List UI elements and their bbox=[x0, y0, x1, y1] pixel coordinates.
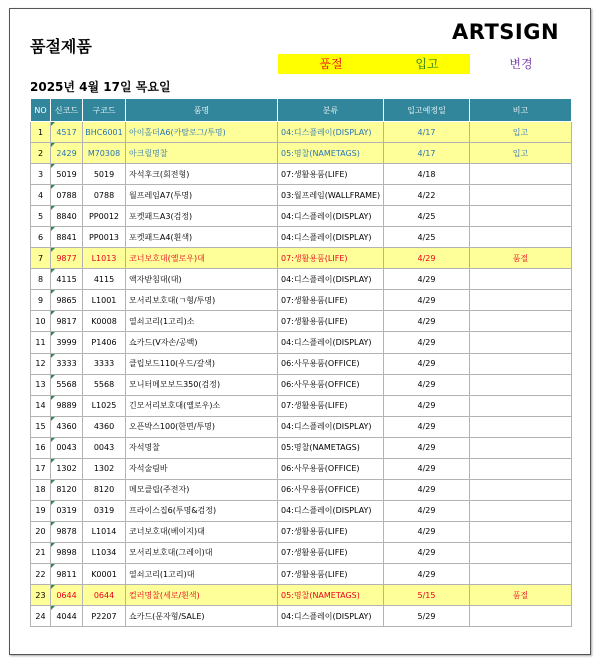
cell-new: 4115 bbox=[51, 269, 83, 290]
cell-new: 8841 bbox=[51, 227, 83, 248]
cell-old: 0043 bbox=[83, 437, 126, 458]
cell-date: 4/29 bbox=[384, 311, 470, 332]
table-row bbox=[31, 437, 572, 458]
cell-note bbox=[470, 311, 572, 332]
cell-old: L1014 bbox=[83, 521, 126, 542]
cell-old: P1406 bbox=[83, 332, 126, 353]
cell-note bbox=[470, 206, 572, 227]
cell-no: 1 bbox=[31, 122, 51, 143]
cell-note: 품절 bbox=[470, 585, 572, 606]
table-row bbox=[31, 185, 572, 206]
cell-no: 9 bbox=[31, 290, 51, 311]
cell-no: 19 bbox=[31, 500, 51, 521]
cell-old: M70308 bbox=[83, 143, 126, 164]
cell-name: 아크릴명찰 bbox=[126, 143, 278, 164]
cell-cat: 07:생활용품(LIFE) bbox=[278, 563, 384, 584]
page-title: 품절제품 bbox=[30, 37, 92, 56]
cell-name: 자석술림바 bbox=[126, 458, 278, 479]
cell-note bbox=[470, 185, 572, 206]
table-row bbox=[31, 164, 572, 185]
table-row bbox=[31, 248, 572, 269]
cell-note bbox=[470, 479, 572, 500]
cell-no: 15 bbox=[31, 416, 51, 437]
cell-old: PP0013 bbox=[83, 227, 126, 248]
cell-no: 16 bbox=[31, 437, 51, 458]
cell-old: L1013 bbox=[83, 248, 126, 269]
cell-date: 4/17 bbox=[384, 122, 470, 143]
table-row bbox=[31, 395, 572, 416]
cell-name: 모니터메모보드350(검정) bbox=[126, 374, 278, 395]
cell-cat: 04:디스플레이(DISPLAY) bbox=[278, 227, 384, 248]
cell-note: 입고 bbox=[470, 122, 572, 143]
cell-old: L1001 bbox=[83, 290, 126, 311]
cell-new: 1302 bbox=[51, 458, 83, 479]
cell-date: 4/29 bbox=[384, 521, 470, 542]
cell-new: 0043 bbox=[51, 437, 83, 458]
cell-old: 4115 bbox=[83, 269, 126, 290]
cell-old: BHC6001 bbox=[83, 122, 126, 143]
cell-no: 4 bbox=[31, 185, 51, 206]
cell-old: 5568 bbox=[83, 374, 126, 395]
cell-name: 프라이스집6(투명&검정) bbox=[126, 500, 278, 521]
cell-note bbox=[470, 437, 572, 458]
cell-no: 6 bbox=[31, 227, 51, 248]
cell-name: 모서리보호대(ㄱ형/투명) bbox=[126, 290, 278, 311]
cell-cat: 04:디스플레이(DISPLAY) bbox=[278, 606, 384, 627]
cell-old: 8120 bbox=[83, 479, 126, 500]
cell-new: 3333 bbox=[51, 353, 83, 374]
cell-new: 9811 bbox=[51, 563, 83, 584]
cell-no: 5 bbox=[31, 206, 51, 227]
cell-new: 0319 bbox=[51, 500, 83, 521]
cell-date: 4/29 bbox=[384, 458, 470, 479]
cell-cat: 07:생활용품(LIFE) bbox=[278, 248, 384, 269]
cell-date: 4/25 bbox=[384, 227, 470, 248]
cell-new: 9877 bbox=[51, 248, 83, 269]
table-row bbox=[31, 521, 572, 542]
table-row bbox=[31, 227, 572, 248]
cell-date: 4/25 bbox=[384, 206, 470, 227]
cell-date: 4/29 bbox=[384, 563, 470, 584]
table-header-row bbox=[31, 99, 572, 122]
cell-note bbox=[470, 353, 572, 374]
cell-name: 메모클립(주전자) bbox=[126, 479, 278, 500]
cell-date: 4/29 bbox=[384, 479, 470, 500]
cell-no: 13 bbox=[31, 374, 51, 395]
cell-cat: 06:사무용품(OFFICE) bbox=[278, 353, 384, 374]
cell-new: 5019 bbox=[51, 164, 83, 185]
cell-note bbox=[470, 500, 572, 521]
report-date: 2025년 4월 17일 목요일 bbox=[30, 80, 171, 94]
table-row bbox=[31, 500, 572, 521]
cell-cat: 06:사무용품(OFFICE) bbox=[278, 479, 384, 500]
cell-cat: 04:디스플레이(DISPLAY) bbox=[278, 122, 384, 143]
cell-name: 오픈박스100(한면/투명) bbox=[126, 416, 278, 437]
cell-name: 액자받침대(대) bbox=[126, 269, 278, 290]
column-header: 비고 bbox=[470, 99, 572, 122]
cell-note bbox=[470, 395, 572, 416]
cell-date: 4/17 bbox=[384, 143, 470, 164]
table-row bbox=[31, 479, 572, 500]
table-row bbox=[31, 206, 572, 227]
cell-name: 클립보드110(우드/갈색) bbox=[126, 353, 278, 374]
table-row bbox=[31, 416, 572, 437]
cell-new: 4360 bbox=[51, 416, 83, 437]
cell-name: 열쇠고리(1고리)대 bbox=[126, 563, 278, 584]
cell-old: P2207 bbox=[83, 606, 126, 627]
cell-new: 8120 bbox=[51, 479, 83, 500]
cell-note bbox=[470, 164, 572, 185]
cell-new: 8840 bbox=[51, 206, 83, 227]
cell-name: 열쇠고리(1고리)소 bbox=[126, 311, 278, 332]
cell-old: PP0012 bbox=[83, 206, 126, 227]
cell-note bbox=[470, 416, 572, 437]
cell-name: 아이홀더A6(카탈로그/투명) bbox=[126, 122, 278, 143]
cell-note bbox=[470, 332, 572, 353]
table-row bbox=[31, 563, 572, 584]
cell-cat: 04:디스플레이(DISPLAY) bbox=[278, 269, 384, 290]
cell-cat: 07:생활용품(LIFE) bbox=[278, 395, 384, 416]
cell-new: 0644 bbox=[51, 585, 83, 606]
cell-date: 4/22 bbox=[384, 185, 470, 206]
cell-no: 18 bbox=[31, 479, 51, 500]
cell-cat: 05:명찰(NAMETAGS) bbox=[278, 585, 384, 606]
cell-cat: 06:사무용품(OFFICE) bbox=[278, 458, 384, 479]
cell-no: 23 bbox=[31, 585, 51, 606]
cell-name: 쇼카드(V자손/공백) bbox=[126, 332, 278, 353]
cell-old: L1034 bbox=[83, 542, 126, 563]
cell-cat: 07:생활용품(LIFE) bbox=[278, 542, 384, 563]
cell-date: 4/29 bbox=[384, 248, 470, 269]
cell-new: 3999 bbox=[51, 332, 83, 353]
cell-name: 코너보호대(베이지)대 bbox=[126, 521, 278, 542]
table-row bbox=[31, 585, 572, 606]
cell-old: 5019 bbox=[83, 164, 126, 185]
cell-cat: 07:생활용품(LIFE) bbox=[278, 311, 384, 332]
cell-cat: 04:디스플레이(DISPLAY) bbox=[278, 416, 384, 437]
cell-new: 9889 bbox=[51, 395, 83, 416]
cell-no: 10 bbox=[31, 311, 51, 332]
table-row bbox=[31, 143, 572, 164]
cell-note: 입고 bbox=[470, 143, 572, 164]
cell-no: 21 bbox=[31, 542, 51, 563]
cell-cat: 04:디스플레이(DISPLAY) bbox=[278, 206, 384, 227]
column-header: 입고예정일 bbox=[384, 99, 470, 122]
cell-old: 0644 bbox=[83, 585, 126, 606]
cell-date: 4/29 bbox=[384, 500, 470, 521]
column-header: NO bbox=[31, 99, 51, 122]
cell-cat: 07:생활용품(LIFE) bbox=[278, 521, 384, 542]
cell-date: 4/29 bbox=[384, 269, 470, 290]
cell-name: 포켓패드A4(흰색) bbox=[126, 227, 278, 248]
cell-name: 포켓패드A3(검정) bbox=[126, 206, 278, 227]
table-row bbox=[31, 374, 572, 395]
cell-cat: 05:명찰(NAMETAGS) bbox=[278, 143, 384, 164]
cell-name: 자석명찰 bbox=[126, 437, 278, 458]
cell-old: 4360 bbox=[83, 416, 126, 437]
table-row bbox=[31, 332, 572, 353]
cell-date: 4/29 bbox=[384, 290, 470, 311]
cell-date: 4/29 bbox=[384, 374, 470, 395]
cell-new: 9898 bbox=[51, 542, 83, 563]
table-row bbox=[31, 269, 572, 290]
cell-no: 11 bbox=[31, 332, 51, 353]
cell-date: 4/18 bbox=[384, 164, 470, 185]
cell-name: 쇼카드(문자형/SALE) bbox=[126, 606, 278, 627]
cell-old: 3333 bbox=[83, 353, 126, 374]
cell-new: 2429 bbox=[51, 143, 83, 164]
cell-date: 4/29 bbox=[384, 332, 470, 353]
cell-old: 0319 bbox=[83, 500, 126, 521]
table-row bbox=[31, 542, 572, 563]
cell-note bbox=[470, 458, 572, 479]
cell-date: 5/29 bbox=[384, 606, 470, 627]
cell-note bbox=[470, 521, 572, 542]
cell-no: 3 bbox=[31, 164, 51, 185]
cell-new: 9817 bbox=[51, 311, 83, 332]
cell-note bbox=[470, 542, 572, 563]
cell-date: 4/29 bbox=[384, 437, 470, 458]
cell-new: 9865 bbox=[51, 290, 83, 311]
cell-note bbox=[470, 269, 572, 290]
cell-cat: 04:디스플레이(DISPLAY) bbox=[278, 500, 384, 521]
cell-no: 14 bbox=[31, 395, 51, 416]
cell-date: 4/29 bbox=[384, 395, 470, 416]
column-header: 분류 bbox=[278, 99, 384, 122]
cell-no: 17 bbox=[31, 458, 51, 479]
cell-new: 4517 bbox=[51, 122, 83, 143]
cell-no: 8 bbox=[31, 269, 51, 290]
cell-date: 4/29 bbox=[384, 353, 470, 374]
table-row bbox=[31, 311, 572, 332]
table-row bbox=[31, 353, 572, 374]
cell-no: 7 bbox=[31, 248, 51, 269]
cell-cat: 07:생활용품(LIFE) bbox=[278, 164, 384, 185]
cell-name: 긴모서리보호대(옐로우)소 bbox=[126, 395, 278, 416]
cell-no: 22 bbox=[31, 563, 51, 584]
table-row bbox=[31, 458, 572, 479]
cell-new: 4044 bbox=[51, 606, 83, 627]
cell-old: K0001 bbox=[83, 563, 126, 584]
cell-old: K0008 bbox=[83, 311, 126, 332]
brand-logo: ARTSIGN bbox=[452, 20, 560, 44]
cell-cat: 03:월프레임(WALLFRAME) bbox=[278, 185, 384, 206]
cell-name: 컬러명찰(세로/흰색) bbox=[126, 585, 278, 606]
cell-date: 4/29 bbox=[384, 416, 470, 437]
column-header: 신코드 bbox=[51, 99, 83, 122]
cell-no: 2 bbox=[31, 143, 51, 164]
cell-note bbox=[470, 563, 572, 584]
table-row bbox=[31, 606, 572, 627]
cell-note bbox=[470, 374, 572, 395]
cell-new: 0788 bbox=[51, 185, 83, 206]
cell-old: 0788 bbox=[83, 185, 126, 206]
table-row bbox=[31, 122, 572, 143]
cell-cat: 06:사무용품(OFFICE) bbox=[278, 374, 384, 395]
legend-sold-out: 품절 bbox=[278, 54, 384, 74]
cell-new: 5568 bbox=[51, 374, 83, 395]
cell-note bbox=[470, 227, 572, 248]
cell-new: 9878 bbox=[51, 521, 83, 542]
cell-date: 4/29 bbox=[384, 542, 470, 563]
cell-name: 코너보호대(옐로우)대 bbox=[126, 248, 278, 269]
table-row bbox=[31, 290, 572, 311]
cell-no: 24 bbox=[31, 606, 51, 627]
cell-note: 품절 bbox=[470, 248, 572, 269]
cell-cat: 04:디스플레이(DISPLAY) bbox=[278, 332, 384, 353]
cell-date: 5/15 bbox=[384, 585, 470, 606]
legend-stocked: 입고 bbox=[384, 54, 470, 74]
column-header: 품명 bbox=[126, 99, 278, 122]
cell-cat: 07:생활용품(LIFE) bbox=[278, 290, 384, 311]
cell-name: 모서리보호대(그레이)대 bbox=[126, 542, 278, 563]
cell-name: 자석후크(회전형) bbox=[126, 164, 278, 185]
cell-note bbox=[470, 606, 572, 627]
cell-note bbox=[470, 290, 572, 311]
cell-no: 20 bbox=[31, 521, 51, 542]
cell-no: 12 bbox=[31, 353, 51, 374]
cell-old: 1302 bbox=[83, 458, 126, 479]
cell-cat: 05:명찰(NAMETAGS) bbox=[278, 437, 384, 458]
cell-name: 월프레임A7(투명) bbox=[126, 185, 278, 206]
column-header: 구코드 bbox=[83, 99, 126, 122]
sold-out-table bbox=[30, 98, 572, 627]
legend-changed: 변경 bbox=[509, 57, 533, 71]
cell-old: L1025 bbox=[83, 395, 126, 416]
